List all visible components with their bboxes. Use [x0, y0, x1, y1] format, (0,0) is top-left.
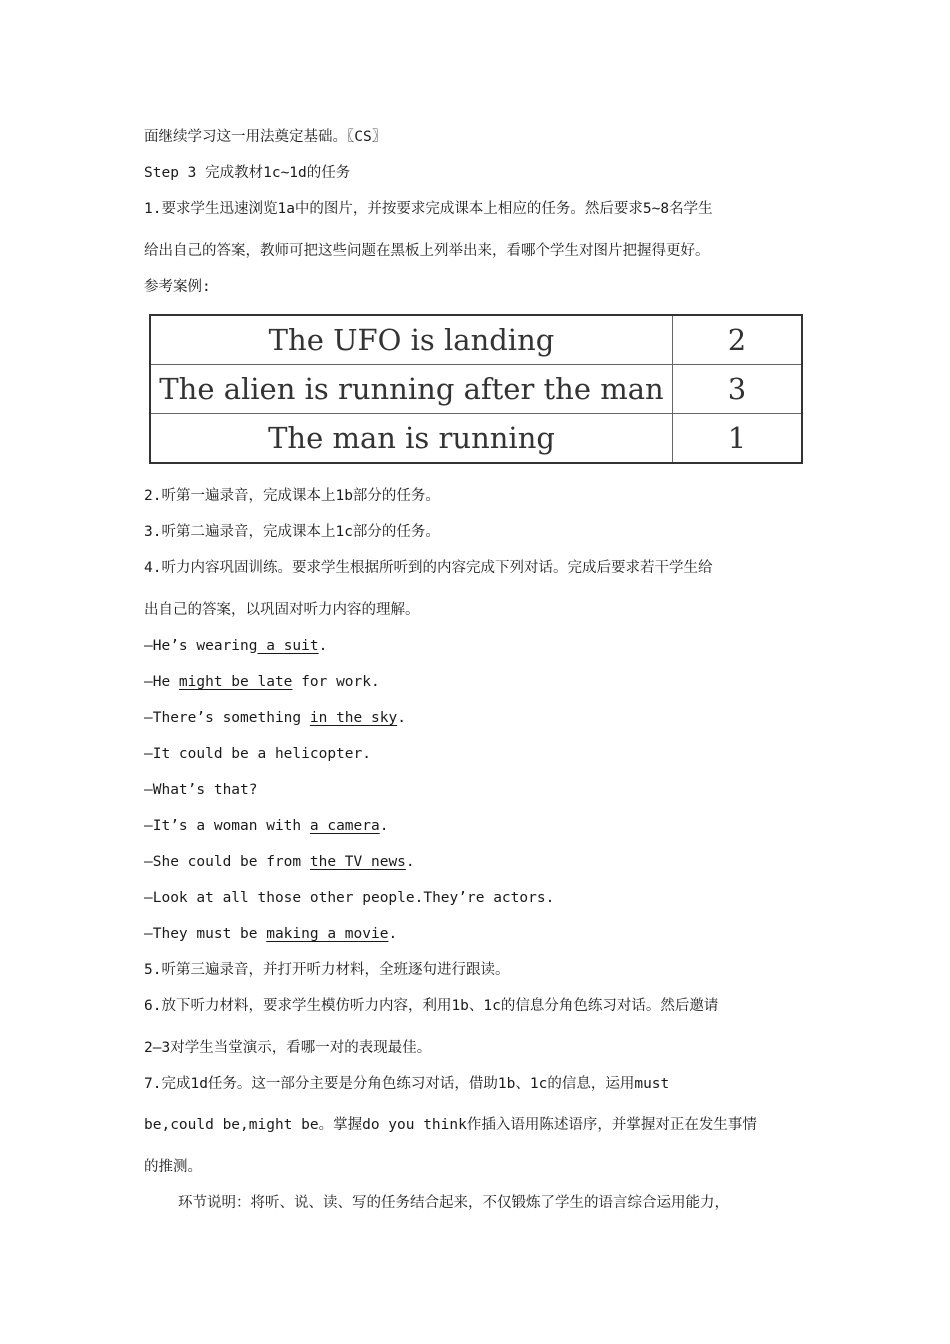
dialogue-line — [144, 888, 554, 908]
table-row — [150, 315, 802, 365]
dialogue-answer: a camera — [309, 818, 380, 834]
step-heading: Step 3 完成教材1c~1d的任务 — [144, 165, 351, 181]
dialogue-text: —What’s that? — [144, 782, 258, 798]
dialogue-text: —She could be from — [144, 854, 310, 870]
text-line: 给出自己的答案，教师可把这些问题在黑板上列举出来，看哪个学生对图片把握得更好。 — [144, 243, 710, 259]
text-line: 7.完成1d任务。这一部分主要是分角色练习对话，借助1b、1c的信息，运用must — [144, 1076, 670, 1092]
dialogue-text: —Look at all those other people.They’re actors. — [144, 890, 555, 906]
dialogue-line — [144, 672, 380, 692]
dialogue-text: . — [388, 926, 398, 942]
text-line: 2.听第一遍录音，完成课本上1b部分的任务。 — [144, 488, 440, 504]
dialogue-text: for work. — [292, 674, 380, 690]
text-line: 1.要求学生迅速浏览1a中的图片，并按要求完成课本上相应的任务。然后要求5~8名学生 — [144, 201, 713, 217]
dialogue-text: . — [405, 854, 415, 870]
table-cell-sentence: The man is running — [150, 414, 673, 464]
table-cell-order: 3 — [673, 365, 803, 414]
table-row — [150, 365, 802, 414]
dialogue-answer: a suit — [257, 638, 319, 654]
dialogue-line — [144, 708, 406, 728]
dialogue-text: —It could be a helicopter. — [144, 746, 371, 762]
text-line: 3.听第二遍录音，完成课本上1c部分的任务。 — [144, 524, 440, 540]
text-line: 2—3对学生当堂演示，看哪一对的表现最佳。 — [144, 1040, 432, 1056]
dialogue-line — [144, 852, 415, 872]
dialogue-line — [144, 780, 258, 800]
dialogue-text: . — [379, 818, 389, 834]
text-line: 环节说明：将听、说、读、写的任务结合起来，不仅锻炼了学生的语言综合运用能力， — [178, 1195, 729, 1211]
table-cell-sentence: The alien is running after the man — [150, 365, 673, 414]
dialogue-line — [144, 636, 327, 656]
dialogue-line — [144, 744, 371, 764]
text-line: be,could be,might be。掌握do you think作插入语用陈述语序，并掌握对正在发生事情 — [144, 1117, 757, 1133]
dialogue-text: —He’s wearing — [144, 638, 258, 654]
dialogue-text: —It’s a woman with — [144, 818, 310, 834]
text-line: 面继续学习这一用法奠定基础。〖CS〗 — [144, 129, 387, 145]
dialogue-line — [144, 924, 397, 944]
text-line: 5.听第三遍录音，并打开听力材料，全班逐句进行跟读。 — [144, 962, 510, 978]
table-cell-sentence: The UFO is landing — [150, 315, 673, 365]
table-cell-order: 2 — [673, 315, 803, 365]
text-line: 4.听力内容巩固训练。要求学生根据所听到的内容完成下列对话。完成后要求若干学生给 — [144, 560, 713, 576]
text-line: 参考案例: — [144, 279, 211, 295]
dialogue-text: —He — [144, 674, 179, 690]
dialogue-text: —There’s something — [144, 710, 310, 726]
text-line: 的推测。 — [144, 1159, 202, 1175]
dialogue-answer: in the sky — [309, 710, 398, 726]
dialogue-answer: might be late — [178, 674, 293, 690]
table-cell-order: 1 — [673, 414, 803, 464]
dialogue-text: . — [318, 638, 328, 654]
dialogue-line — [144, 816, 388, 836]
dialogue-text: —They must be — [144, 926, 267, 942]
dialogue-text: . — [397, 710, 406, 726]
text-line: 6.放下听力材料，要求学生模仿听力内容，利用1b、1c的信息分角色练习对话。然后邀请 — [144, 998, 719, 1014]
table-row — [150, 414, 802, 464]
dialogue-answer: making a movie — [266, 926, 389, 942]
text-line: 出自己的答案，以巩固对听力内容的理解。 — [144, 602, 420, 618]
dialogue-answer: the TV news — [309, 854, 406, 870]
reference-table — [149, 314, 803, 464]
